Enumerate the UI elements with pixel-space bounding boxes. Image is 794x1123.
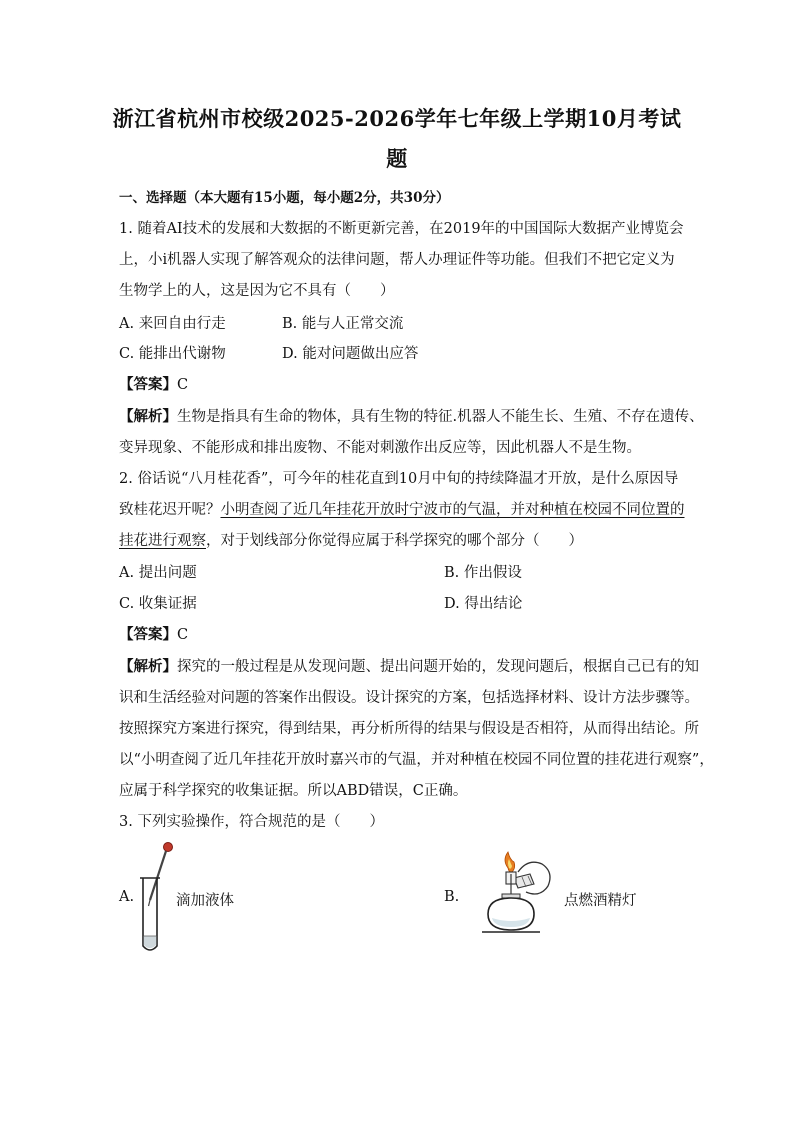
q1-option-d: D. 能对问题做出应答 xyxy=(282,346,419,362)
q1-stem-line1: 1. 随着AI技术的发展和大数据的不断更新完善，在2019年的中国国际大数据产业博览会 xyxy=(119,221,684,237)
answer-value: C xyxy=(177,627,189,643)
q2-underlined-text: 小明查阅了近几年挂花开放时宁波市的气温，并对种植在校园不同位置的 xyxy=(220,502,685,518)
q1-option-a: A. 来回自由行走 xyxy=(119,316,226,332)
q2-option-b: B. 作出假设 xyxy=(444,565,522,581)
q3-option-b-text: 点燃酒精灯 xyxy=(564,893,637,909)
q2-analysis-line4: 以“小明查阅了近几年挂花开放时嘉兴市的气温，并对种植在校园不同位置的挂花进行观察”， xyxy=(119,752,714,768)
q3-option-a-text: 滴加液体 xyxy=(176,893,234,909)
q2-stem-line2 xyxy=(119,498,685,519)
q2-underlined-text: 挂花进行观察 xyxy=(119,533,206,549)
q2-stem-line1: 2. 俗话说“八月桂花香”，可今年的桂花直到10月中旬的持续降温才开放，是什么原因导 xyxy=(119,471,679,487)
q2-analysis-line2: 识和生活经验对问题的答案作出假设。设计探究的方案，包括选择材料、设计方法步骤等。 xyxy=(119,690,699,706)
q2-option-c: C. 收集证据 xyxy=(119,596,197,612)
analysis-text: 探究的一般过程是从发现问题、提出问题开始的，发现问题后，根据自己已有的知 xyxy=(177,659,699,675)
q1-option-b: B. 能与人正常交流 xyxy=(282,316,404,332)
q2-option-d: D. 得出结论 xyxy=(444,596,523,612)
page-title-cont: 题 xyxy=(386,146,408,171)
answer-tag: 【答案】 xyxy=(119,626,177,643)
dropper-test-tube-icon xyxy=(130,838,180,956)
q1-analysis-line2: 变异现象、不能形成和排出废物、不能对刺激作出反应等，因此机器人不是生物。 xyxy=(119,440,641,456)
q2-analysis-line1 xyxy=(119,655,699,676)
answer-value: C xyxy=(177,377,189,393)
q1-stem-line2: 上，小i机器人实现了解答观众的法律问题，帮人办理证件等功能。但我们不把它定义为 xyxy=(119,252,675,268)
q1-stem-line3: 生物学上的人，这是因为它不具有（ ） xyxy=(119,283,395,299)
q2-stem-text: 致桂花迟开呢？ xyxy=(119,502,221,518)
q2-stem-text: ，对于划线部分你觉得应属于科学探究的哪个部分（ ） xyxy=(206,533,583,549)
q1-option-c: C. 能排出代谢物 xyxy=(119,346,226,362)
analysis-tag: 【解析】 xyxy=(119,658,177,675)
section-heading: 一、选择题（本大题有15小题，每小题2分，共30分） xyxy=(119,190,450,206)
alcohol-lamp-icon xyxy=(468,850,560,942)
q3-option-a-letter: A. xyxy=(119,889,135,905)
q3-stem-line1: 3. 下列实验操作，符合规范的是（ ） xyxy=(119,814,384,830)
q2-stem-line3 xyxy=(119,529,583,550)
answer-tag: 【答案】 xyxy=(119,376,177,393)
analysis-text: 生物是指具有生命的物体，具有生物的特征.机器人不能生长、生殖、不存在遗传、 xyxy=(177,409,704,425)
analysis-tag: 【解析】 xyxy=(119,408,177,425)
q2-analysis-line5: 应属于科学探究的收集证据。所以ABD错误，C正确。 xyxy=(119,783,468,799)
q2-analysis-line3: 按照探究方案进行探究，得到结果，再分析所得的结果与假设是否相符，从而得出结论。所 xyxy=(119,721,699,737)
q1-answer xyxy=(119,373,188,394)
page-title: 浙江省杭州市校级2025-2026学年七年级上学期10月考试 xyxy=(112,106,682,131)
q2-answer xyxy=(119,623,188,644)
q1-analysis-line1 xyxy=(119,405,704,426)
q2-option-a: A. 提出问题 xyxy=(119,565,197,581)
q3-option-b-letter: B. xyxy=(444,889,460,905)
